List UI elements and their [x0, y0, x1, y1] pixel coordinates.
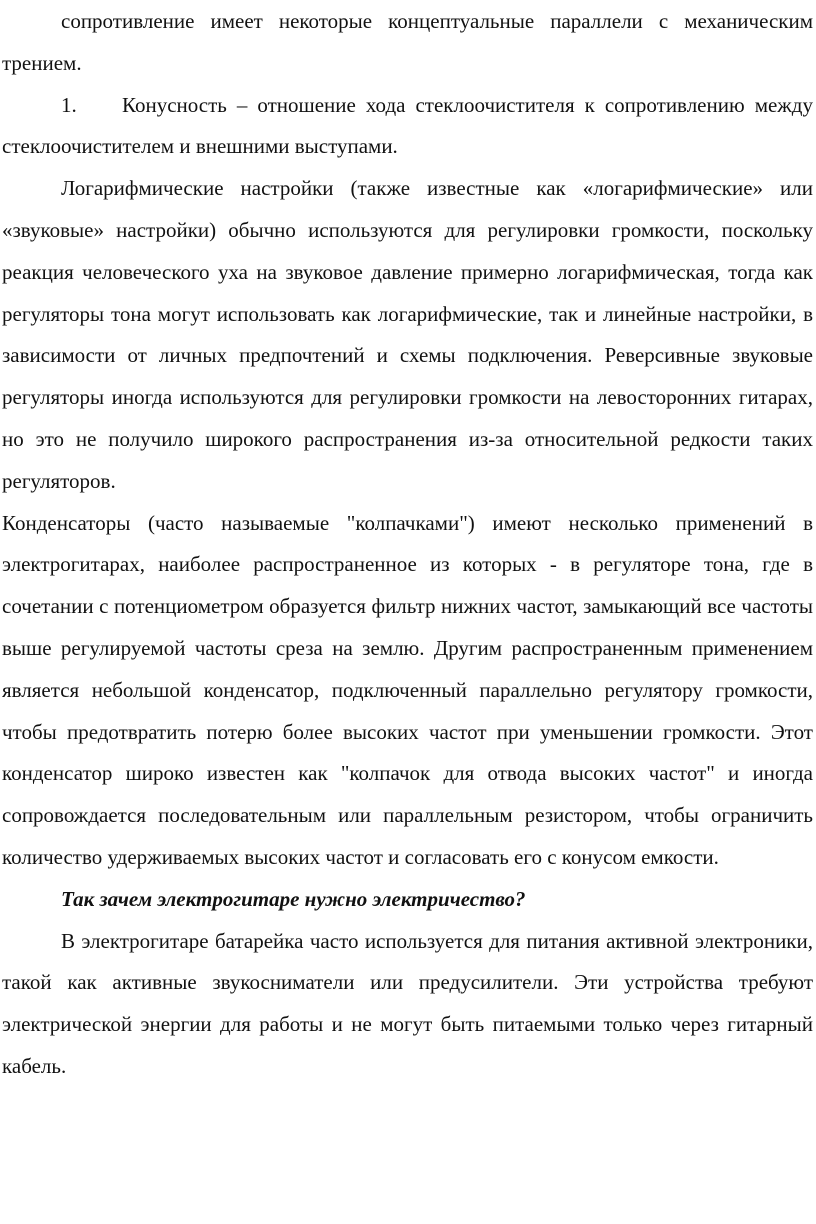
paragraph-battery: В электрогитаре батарейка часто используется для питания активной электроники, такой как активные звукосниматели или предусилители. Эти устройства требуют электрической энергии для работы и не могут быть питаемыми только через гитарный кабель.	[2, 928, 813, 1078]
paragraph-logarithmic-tapers: Логарифмические настройки (также известные как «логарифмические» или «звуковые» настройки) обычно используются для регулировки громкости, поскольку реакция человеческого уха на звуковое давление примерно логарифмическая, тогда как регуляторы тона могут использовать как логарифмические, так и линейные настройки, в зависимости от личных предпочтений и схемы подключения. Реверсивные звуковые регуляторы иногда используются для регулировки громкости на левосторонних гитарах, но это не получило широкого распространения из-за относительной редкости таких регуляторов.	[2, 176, 813, 493]
list-item	[2, 85, 813, 169]
paragraph-continued: сопротивление имеет некоторые концептуальные параллели с механическим трением.	[2, 9, 813, 75]
list-item-number: 1.	[61, 92, 77, 117]
list-item-text: Конусность – отношение хода стеклоочистителя к сопротивлению между стеклоочистителем и внешними выступами.	[2, 92, 813, 159]
paragraph-capacitors: Конденсаторы (часто называемые "колпачками") имеют несколько применений в электрогитарах, наиболее распространенное из которых - в регуляторе тона, где в сочетании с потенциометром образуется фильтр нижних частот, замыкающий все частоты выше регулируемой частоты среза на землю. Другим распространенным применением является небольшой конденсатор, подключенный параллельно регулятору громкости, чтобы предотвратить потерю более высоких частот при уменьшении громкости. Этот конденсатор широко известен как "колпачок для отвода высоких частот" и иногда сопровождается последовательным или параллельным резистором, чтобы ограничить количество удерживаемых высоких частот и согласовать его с конусом емкости.	[2, 510, 813, 869]
section-heading: Так зачем электрогитаре нужно электричество?	[61, 886, 526, 911]
